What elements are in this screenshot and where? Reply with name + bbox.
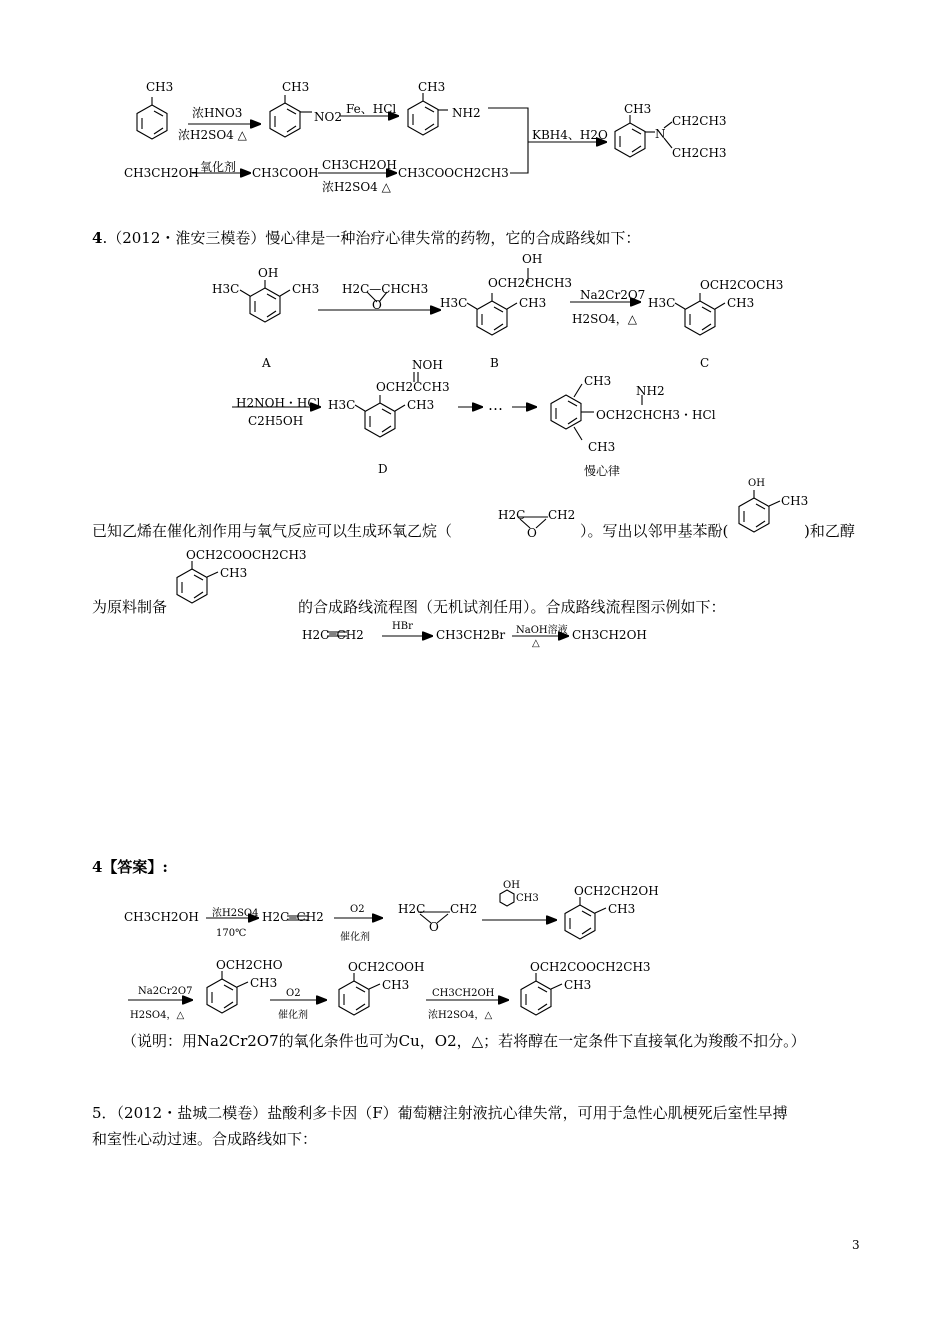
oxide-h2c: H2C xyxy=(498,508,526,522)
question-4-number: 4 xyxy=(92,229,103,247)
reagent-oxidant: 氧化剂 xyxy=(200,160,237,174)
example-naoh: NaOH溶液 xyxy=(516,625,568,636)
ans-ethanol: CH3CH2OH xyxy=(124,910,199,924)
page-number: 3 xyxy=(852,1238,860,1252)
ans-s8-ring xyxy=(521,973,562,1015)
target-ch3: CH3 xyxy=(220,566,248,580)
ans-o2: O2 xyxy=(350,904,365,915)
ans-na2cr2o7: Na2Cr2O7 xyxy=(138,986,193,997)
drug-label: 慢心律 xyxy=(584,464,621,478)
C-ch3: CH3 xyxy=(727,296,755,310)
D-h3c: H3C xyxy=(328,398,356,412)
ans-s7-ch3: CH3 xyxy=(382,978,410,992)
known-mid: ）。写出以邻甲基苯酚( xyxy=(580,522,729,540)
ans-reagent-ch3: CH3 xyxy=(516,893,539,904)
question-5-text-2: 和室性心动过速。合成路线如下： xyxy=(92,1130,318,1148)
ans-h2so4: 浓H2SO4 xyxy=(212,908,259,919)
reagent-c2h5oh: C2H5OH xyxy=(248,414,304,428)
question-4-heading xyxy=(92,227,640,248)
product-ch3: CH3 xyxy=(624,102,652,116)
ans-s6-ch3: CH3 xyxy=(250,976,278,990)
nitrotoluene-no2: NO2 xyxy=(314,110,342,124)
nitrotoluene-ch3: CH3 xyxy=(282,80,310,94)
ans-catalyst: 催化剂 xyxy=(340,932,370,943)
reagent-ethanol: CH3CH2OH xyxy=(322,158,397,172)
reagent-fe-hcl: Fe、HCl xyxy=(346,102,397,116)
cresol-oh: OH xyxy=(748,478,765,489)
toluidine-ring xyxy=(408,93,448,135)
example-ethanol: CH3CH2OH xyxy=(572,628,647,642)
bracket xyxy=(488,108,528,173)
known-prefix: 已知乙烯在催化剂作用与氧气反应可以生成环氧乙烷（ xyxy=(92,522,453,540)
reagent-hydroxylamine: H2NOH・HCl xyxy=(236,396,321,410)
C-h3c: H3C xyxy=(648,296,676,310)
B-oh: OH xyxy=(522,252,543,266)
drug-ch3-top: CH3 xyxy=(584,374,612,388)
drug-nh2: NH2 xyxy=(636,384,665,398)
B-h3c: H3C xyxy=(440,296,468,310)
toluidine-nh2: NH2 xyxy=(452,106,481,120)
cresol-ch3: CH3 xyxy=(781,494,809,508)
ans-s4-ring xyxy=(565,897,606,939)
question-5-text: 5．（2012・盐城二模卷）盐酸利多卡因（F）葡萄糖注射液抗心律失常，可用于急性心肌梗死后室性早搏 xyxy=(92,1104,788,1122)
product-ethyl-1: CH2CH3 xyxy=(672,114,727,128)
target-ring xyxy=(177,561,218,603)
oxide-ch2: CH2 xyxy=(548,508,576,522)
ans-ethene: H2C═CH2 xyxy=(262,910,324,924)
compound-C-ring xyxy=(675,293,725,335)
C-label: C xyxy=(700,356,710,370)
A-label: A xyxy=(262,356,271,370)
answer-note: （说明：用Na2Cr2O7的氧化条件也可为Cu，O2，△；若将醇在一定条件下直接氧化为羧酸不扣分。） xyxy=(122,1032,806,1050)
A-h3c: H3C xyxy=(212,282,240,296)
example-ethene: H2C═CH2 xyxy=(302,628,364,642)
reagent-h2so4: 浓H2SO4 △ xyxy=(178,128,247,142)
reagent-h2so4-2: 浓H2SO4 △ xyxy=(322,180,391,194)
ans-s8-ch3: CH3 xyxy=(564,978,592,992)
line2-suffix: 的合成路线流程图（无机试剂任用）。合成路线流程图示例如下： xyxy=(298,598,726,616)
drug-chain: OCH2CHCH3・HCl xyxy=(596,408,716,422)
ans-o2-2: O2 xyxy=(286,988,301,999)
A-ch3: CH3 xyxy=(292,282,320,296)
ans-reagent-oh: OH xyxy=(503,880,520,891)
D-label: D xyxy=(378,462,388,476)
example-heat: △ xyxy=(532,638,540,649)
ethyl-acetate: CH3COOCH2CH3 xyxy=(398,166,509,180)
reagent-na2cr2o7: Na2Cr2O7 xyxy=(580,288,646,302)
B-label: B xyxy=(490,356,499,370)
reagent-h2so4-heat: H2SO4，△ xyxy=(572,312,638,326)
ans-h2so4-3: 浓H2SO4，△ xyxy=(428,1010,493,1021)
reagent-kbh4: KBH4、H2O xyxy=(532,128,608,142)
known-suffix: )和乙醇 xyxy=(804,522,855,540)
ans-epoxide-ch2: CH2 xyxy=(450,902,478,916)
ans-s4-chain: OCH2CH2OH xyxy=(574,884,659,898)
ans-s6-ring xyxy=(207,971,248,1013)
example-bromoethane: CH3CH2Br xyxy=(436,628,506,642)
compound-A-ring xyxy=(240,280,290,322)
A-oh: OH xyxy=(258,266,279,280)
epoxide-reagent: H2C—CHCH3 xyxy=(342,282,429,296)
B-ch3: CH3 xyxy=(519,296,547,310)
ans-ethanol-reagent: CH3CH2OH xyxy=(432,988,495,999)
ans-epoxide-o: O xyxy=(429,920,439,934)
toluidine-ch3: CH3 xyxy=(418,80,446,94)
ans-epoxide-h2c: H2C xyxy=(398,902,426,916)
reagent-hno3: 浓HNO3 xyxy=(192,106,243,120)
toluene-ring xyxy=(137,97,167,139)
acetic-acid: CH3COOH xyxy=(252,166,319,180)
D-ch3: CH3 xyxy=(407,398,435,412)
ans-s7-chain: OCH2COOH xyxy=(348,960,425,974)
drug-ch3-bottom: CH3 xyxy=(588,440,616,454)
example-hbr: HBr xyxy=(392,621,413,632)
oxide-o: O xyxy=(527,526,537,540)
ans-s8-chain: OCH2COOCH2CH3 xyxy=(530,960,651,974)
target-chain: OCH2COOCH2CH3 xyxy=(186,548,307,562)
cresol-ring xyxy=(739,490,780,532)
ans-reagent-cresol xyxy=(500,890,514,906)
ans-h2so4-heat: H2SO4，△ xyxy=(130,1010,185,1021)
product-ethyl-2: CH2CH3 xyxy=(672,146,727,160)
B-chain: OCH2CHCH3 xyxy=(488,276,573,290)
answer-title: 4【答案】: xyxy=(92,858,168,876)
C-chain: OCH2COCH3 xyxy=(700,278,784,292)
question-4-text: .（2012・淮安三模卷）慢心律是一种治疗心律失常的药物，它的合成路线如下： xyxy=(102,229,641,247)
ans-s4-ch3: CH3 xyxy=(608,902,636,916)
ans-s7-ring xyxy=(339,973,380,1015)
ellipsis: … xyxy=(488,396,503,414)
epoxide-o: O xyxy=(372,298,382,312)
nitrotoluene-ring xyxy=(270,95,312,137)
ans-170c: 170℃ xyxy=(216,928,247,939)
line2-prefix: 为原料制备 xyxy=(92,598,168,616)
ethanol: CH3CH2OH xyxy=(124,166,199,180)
D-noh: NOH xyxy=(412,358,443,372)
toluene-ch3: CH3 xyxy=(146,80,174,94)
product-n: N xyxy=(655,127,666,141)
D-chain: OCH2CCH3 xyxy=(376,380,450,394)
ans-catalyst-2: 催化剂 xyxy=(278,1010,308,1021)
ans-s6-chain: OCH2CHO xyxy=(216,958,283,972)
